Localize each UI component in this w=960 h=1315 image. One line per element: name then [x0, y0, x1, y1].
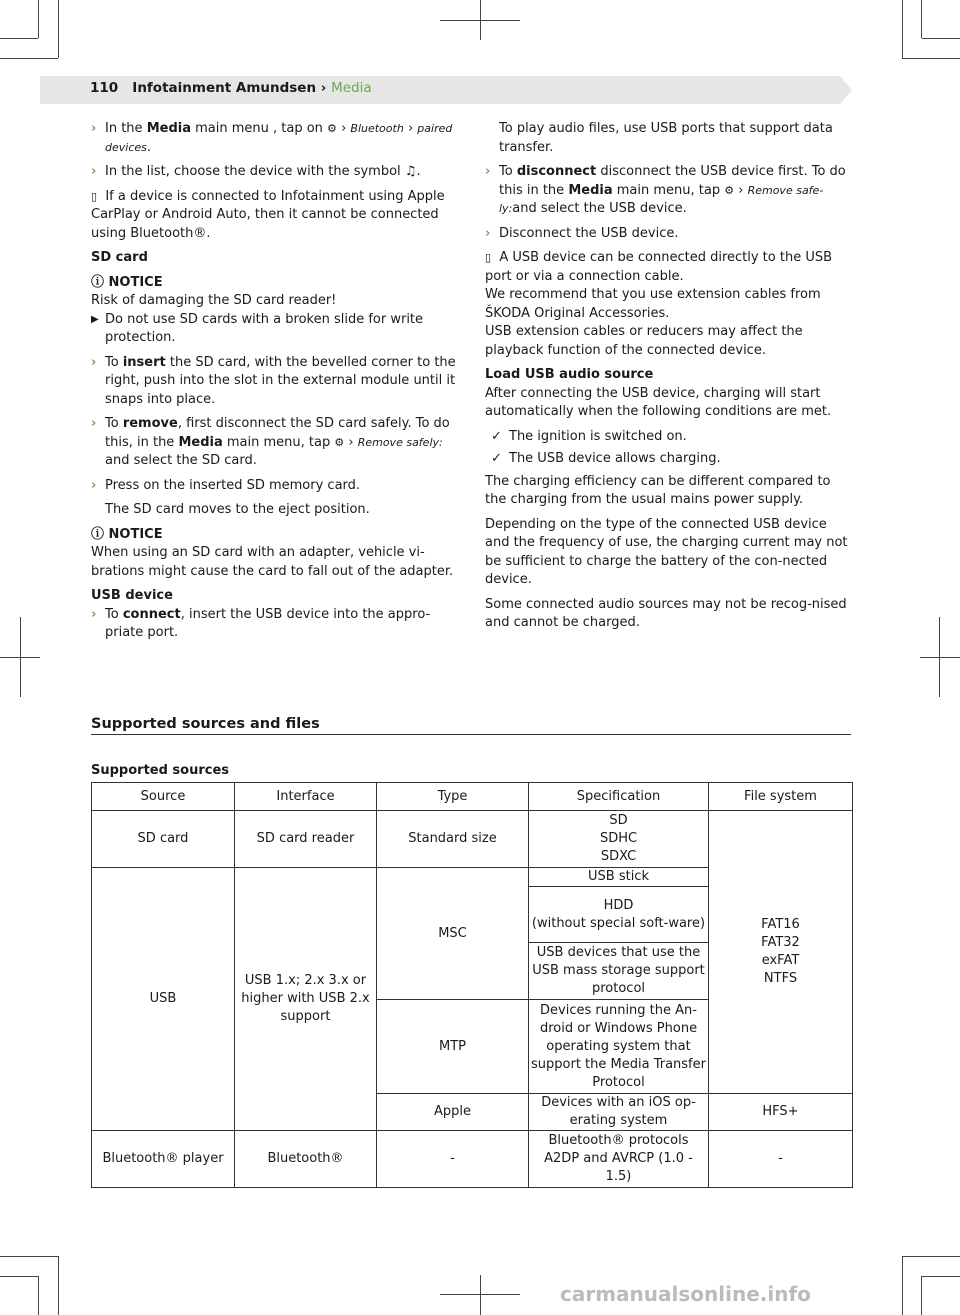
crop-mark: [20, 617, 21, 697]
table-cell: USB stick: [529, 868, 709, 887]
crop-mark: [939, 617, 940, 697]
step-arrow-icon: ›: [485, 225, 491, 241]
heading-usb-device: USB device: [91, 588, 173, 603]
crop-mark: [0, 58, 58, 59]
section-title: Supported sources and files: [91, 716, 851, 735]
step-press-card: › Press on the inserted SD memory card.: [91, 477, 461, 496]
path-arrow-icon: ›: [341, 121, 347, 136]
condition-item: ✓ The USB device allows charging.: [485, 450, 855, 469]
crop-mark: [480, 1275, 481, 1315]
table-cell: FAT16 FAT32 exFAT NTFS: [709, 811, 853, 1094]
note-usb-connection: ▯ A USB device can be connected directly to the USB port or via a connection cable. We recommend that you use extension cables from ŠKODA Original Accessories. USB extension cables or reducers may affect the playback function of the connected device.: [485, 250, 833, 358]
paragraph: Depending on the type of the connected USB device and the frequency of use, the charging current may not be sufficient to charge the battery of the con-nected device.: [485, 516, 848, 587]
heading-sd-card: SD card: [91, 250, 148, 265]
path-arrow-icon: ›: [407, 121, 414, 136]
crop-mark: [921, 1276, 922, 1315]
heading-load-usb: Load USB audio source: [485, 367, 654, 382]
table-cell: Bluetooth® player: [92, 1131, 235, 1188]
table-cell: Devices running the An-droid or Windows Phone operating system that support the Media Transfer Protocol: [529, 1000, 709, 1094]
table-cell: Bluetooth®: [235, 1131, 377, 1188]
column-header: Specification: [529, 783, 709, 811]
step-disconnect-safely: › To disconnect disconnect the USB device first. To do this in the Media main menu, tap ⚙ › Remove safe-ly:and select the USB device.: [485, 164, 846, 216]
table-cell: USB: [92, 868, 235, 1131]
crop-mark: [0, 1276, 38, 1277]
table-cell: HDD (without special soft-ware): [529, 887, 709, 943]
result-eject: The SD card moves to the eject position.: [105, 502, 370, 517]
table-cell: Apple: [377, 1094, 529, 1131]
table-cell: Devices with an iOS op-erating system: [529, 1094, 709, 1131]
table-cell: MTP: [377, 1000, 529, 1094]
crop-mark: [0, 1256, 58, 1257]
step-arrow-icon: ›: [485, 164, 491, 179]
step-open-paired-devices: › In the Media main menu , tap on ⚙ › Bluetooth › paired devices.: [91, 121, 453, 155]
settings-icon: ⚙: [327, 122, 337, 135]
play-usb-text: To play audio files, use USB ports that support data transfer.: [499, 121, 833, 155]
note-carplay: ▯ If a device is connected to Infotainment using Apple CarPlay or Android Auto, then it cannot be connected using Bluetooth®.: [91, 188, 445, 241]
paragraph: The charging efficiency can be different compared to the charging from the usual mains power supply.: [485, 473, 831, 507]
crop-mark: [920, 657, 960, 658]
step-arrow-icon: ›: [91, 121, 97, 136]
table-row: [92, 811, 853, 868]
notice-adapter: ⓘ NOTICE When using an SD card with an adapter, vehicle vi-brations might cause the card to fall out of the adapter.: [91, 526, 454, 579]
triangle-bullet-icon: ▶: [91, 313, 99, 325]
table-cell: SD SDHC SDXC: [529, 811, 709, 868]
settings-icon: ⚙: [334, 435, 345, 449]
step-arrow-icon: ›: [91, 416, 97, 431]
watermark: carmanualsonline.info: [560, 1282, 811, 1306]
crop-mark: [38, 1276, 39, 1315]
page-header: [90, 80, 372, 96]
table-cell: HFS+: [709, 1094, 853, 1131]
notice-icon: ⓘ: [91, 526, 105, 542]
table-cell: -: [377, 1131, 529, 1188]
left-column: [91, 120, 461, 649]
notice-icon: ⓘ: [91, 274, 105, 290]
right-column: [485, 120, 855, 639]
crop-mark: [38, 0, 39, 38]
step-connect-usb: › To connect, insert the USB device into the appro-priate port.: [91, 606, 431, 640]
load-usb-block: Load USB audio source After connecting the USB device, charging will start automatically when the following conditions are met.: [485, 366, 855, 422]
step-insert-sd: › To insert the SD card, with the bevelled corner to the right, push into the slot in the external module until it snaps into place.: [91, 354, 456, 407]
step-arrow-icon: ›: [91, 477, 97, 493]
table-cell: MSC: [377, 868, 529, 1000]
column-header: Interface: [235, 783, 377, 811]
column-header: Type: [377, 783, 529, 811]
table-row: [92, 1131, 853, 1188]
table-cell: SD card reader: [235, 811, 377, 868]
notice-bullet: ▶ Do not use SD cards with a broken slide for write protection.: [91, 311, 424, 345]
supported-sources-table: [91, 782, 853, 1188]
crop-mark: [0, 38, 38, 39]
table-cell: -: [709, 1131, 853, 1188]
crop-mark: [58, 1256, 59, 1315]
settings-icon: ⚙: [724, 183, 735, 197]
page-number: 110: [90, 80, 119, 96]
step-choose-device: › In the list, choose the device with the symbol ♫.: [91, 163, 461, 182]
column-header: Source: [92, 783, 235, 811]
path-arrow-icon: ›: [348, 434, 354, 450]
step-arrow-icon: ›: [91, 354, 97, 370]
table-header-row: [92, 783, 853, 811]
table-cell: SD card: [92, 811, 235, 868]
header-section: Media: [331, 80, 372, 96]
header-separator: ›: [320, 80, 327, 96]
table-cell: USB 1.x; 2.x 3.x or higher with USB 2.x support: [235, 868, 377, 1131]
crop-mark: [58, 0, 59, 58]
note-icon: ▯: [485, 251, 492, 264]
crop-mark: [902, 0, 903, 58]
crop-mark: [922, 38, 960, 39]
step-arrow-icon: ›: [91, 606, 97, 622]
checkmark-icon: ✓: [491, 428, 502, 444]
paragraph: Some connected audio sources may not be recog-nised and cannot be charged.: [485, 596, 847, 630]
step-arrow-icon: ›: [91, 164, 97, 179]
header-band-tip: [840, 76, 852, 104]
step-remove-sd: › To remove, first disconnect the SD card safely. To do this, in the Media main menu, tap ⚙ › Remove safely: and select the SD card.: [91, 416, 450, 468]
table-cell: USB devices that use the USB mass storage support protocol: [529, 943, 709, 1000]
crop-mark: [902, 1256, 960, 1257]
header-title: Infotainment Amundsen: [132, 80, 317, 96]
step-disconnect-device: › Disconnect the USB device.: [485, 225, 855, 244]
crop-mark: [480, 0, 481, 40]
column-header: File system: [709, 783, 853, 811]
crop-mark: [902, 1256, 903, 1315]
crop-mark: [921, 0, 922, 38]
note-icon: ▯: [91, 189, 98, 203]
table-cell: Standard size: [377, 811, 529, 868]
notice-sd-reader: ⓘ NOTICE Risk of damaging the SD card reader! ▶ Do not use SD cards with a broken slide for write protection.: [91, 274, 461, 348]
path-arrow-icon: ›: [738, 182, 744, 198]
crop-mark: [922, 1276, 960, 1277]
table-cell: Bluetooth® protocols A2DP and AVRCP (1.0 - 1.5): [529, 1131, 709, 1188]
condition-item: ✓ The ignition is switched on.: [485, 428, 855, 447]
crop-mark: [902, 58, 960, 59]
checkmark-icon: ✓: [491, 451, 502, 466]
table-caption: Supported sources: [91, 763, 230, 778]
